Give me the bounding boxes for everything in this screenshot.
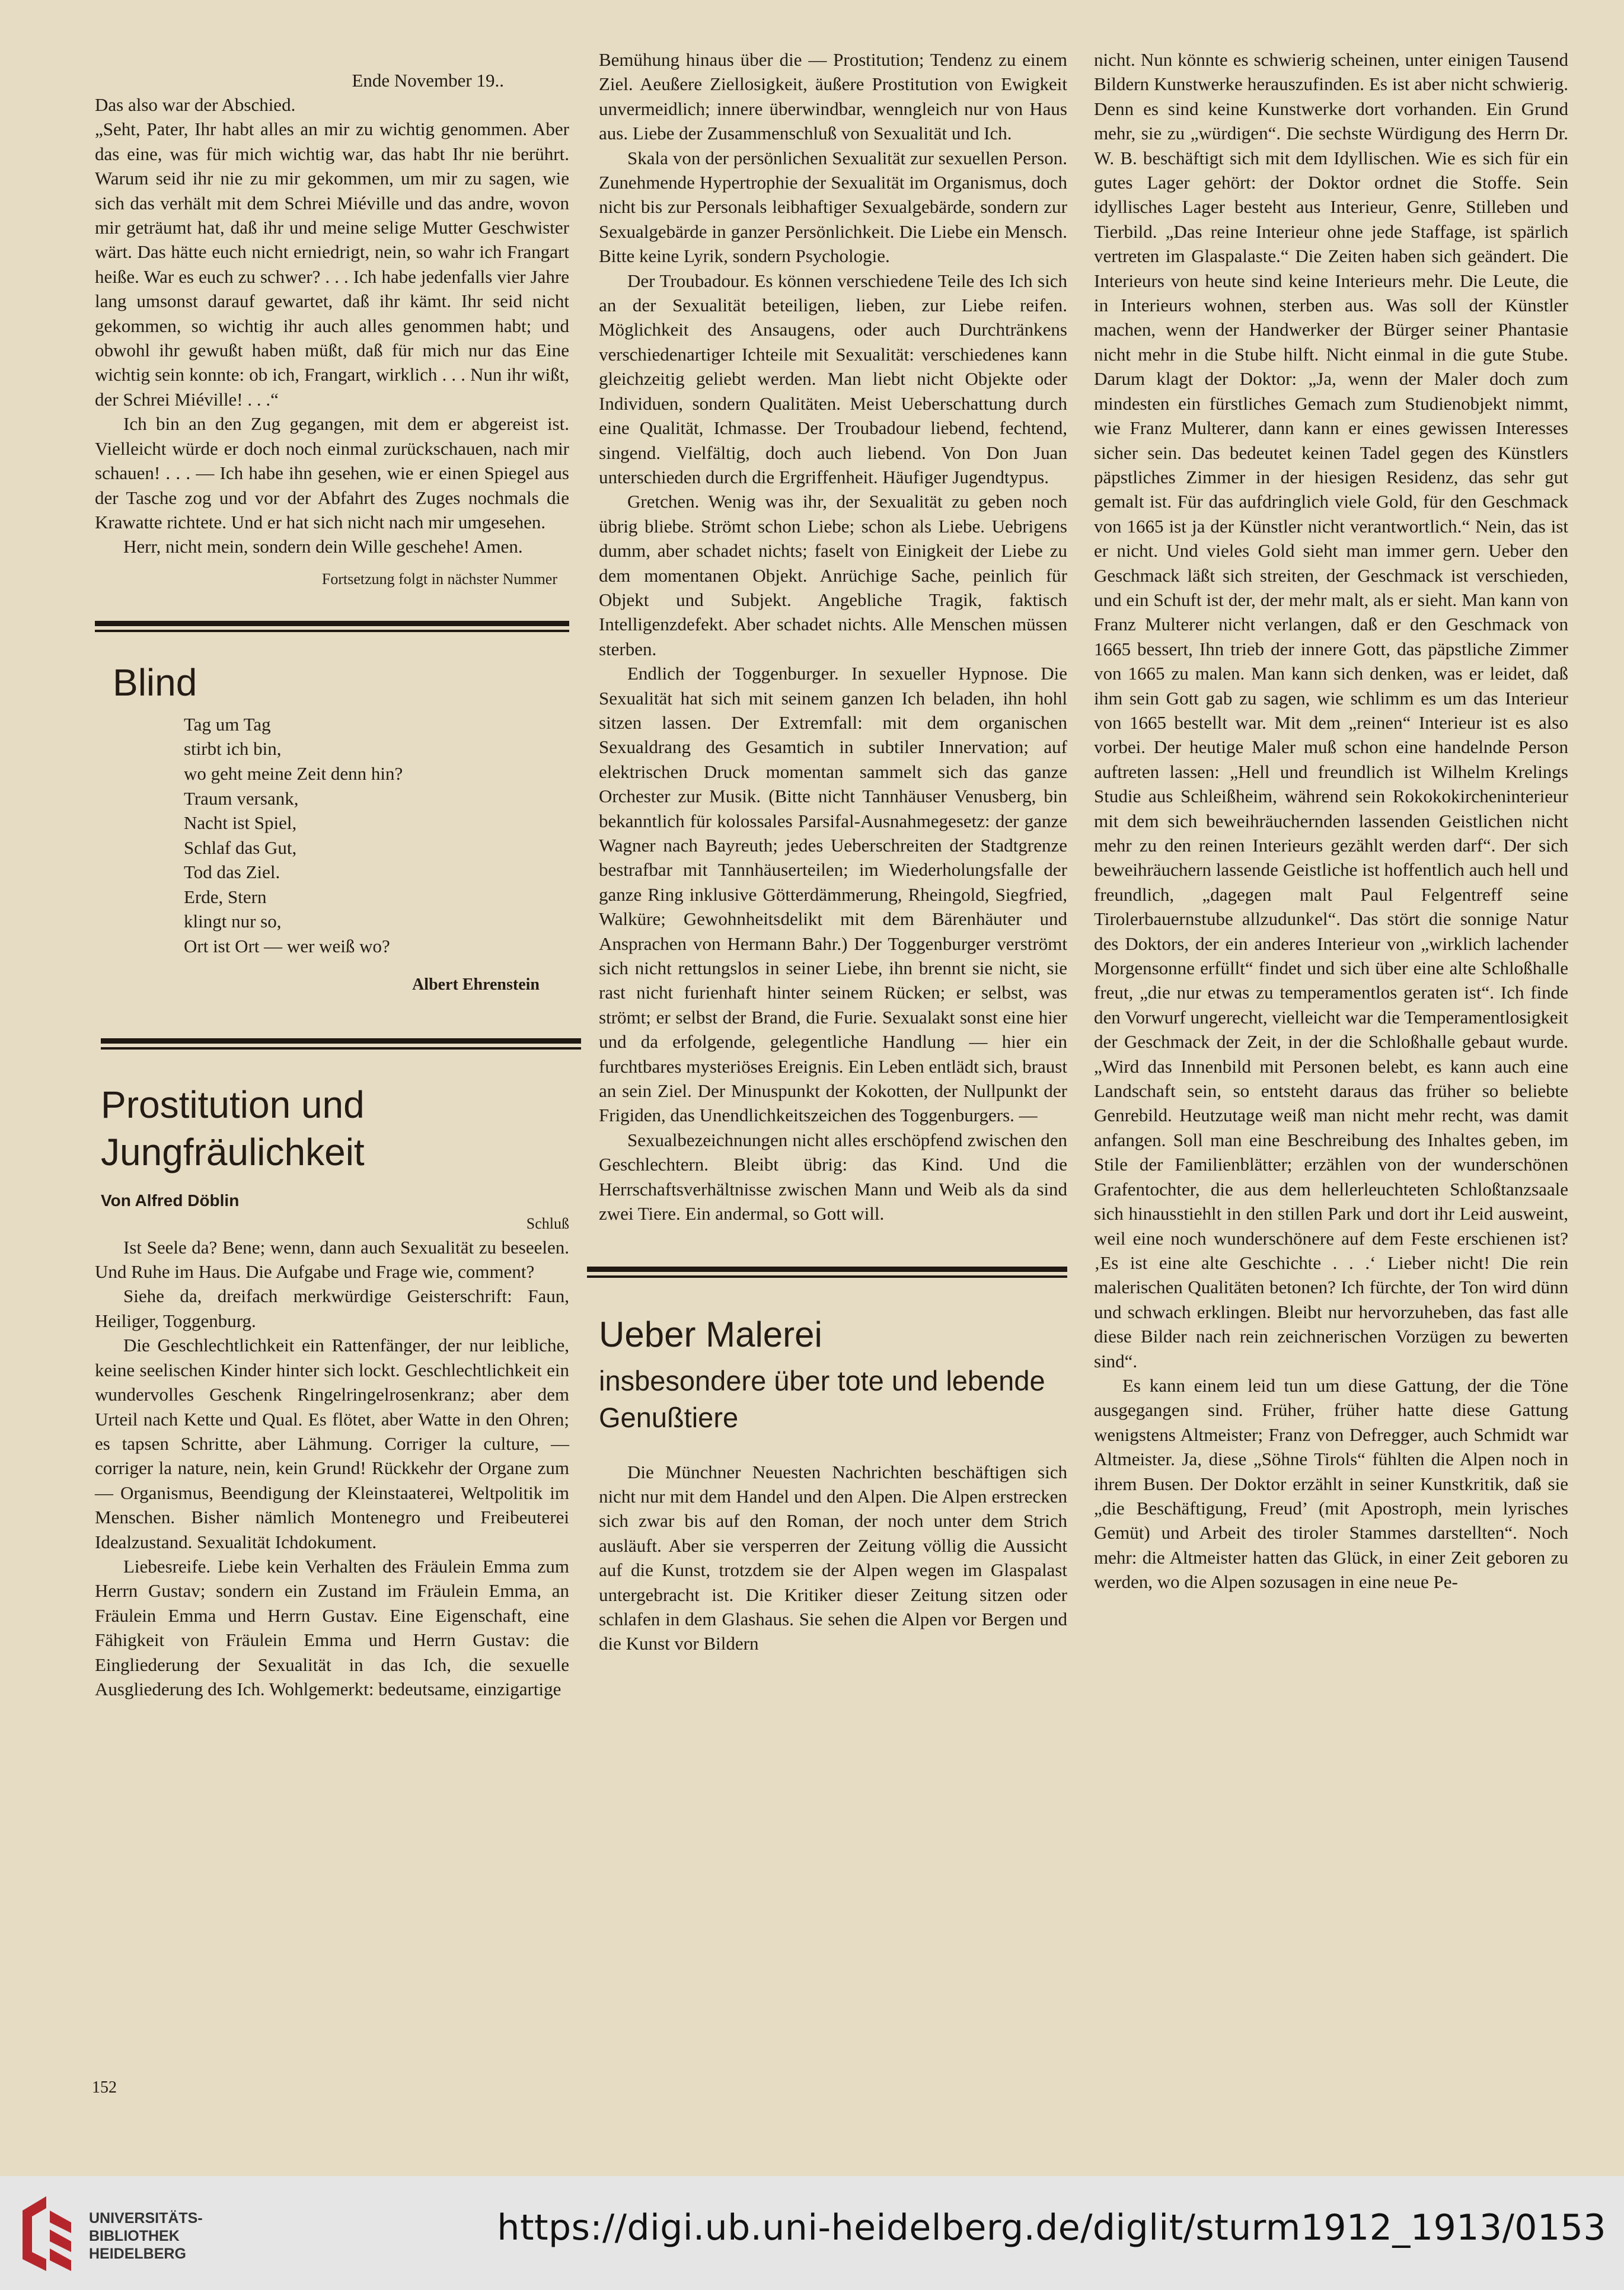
poem-line: stirbt ich bin, [184, 738, 282, 760]
article-paragraph: Gretchen. Wenig was ihr, der Sexualität zu geben noch übrig bliebe. Strömt schon Liebe; schon als Liebe. Uebrigens dumm, aber schadet nichts; faselt von Einigkeit der Liebe zu dem momentanen Objekt. Anrüchige Sache, peinlich für Objekt und Subjekt. Angebliche Tragik, faktisch Intelligenzdefekt. Aber schadet nichts. Alle Menschen müssen sterben. [599, 491, 1067, 659]
poem-author: Albert Ehrenstein [412, 975, 540, 994]
article-paragraph: Skala von der persönlichen Sexualität zur sexuellen Person. Zunehmende Hypertrophie der Sexualität im Organismus, doch nicht bis zur Personals leibhaftiger Sexualgebärde, sondern zur Sexualgebärde in ganzer Persönlichkeit. Die Liebe ein Mensch. Bitte keine Lyrik, sondern Psychologie. [599, 147, 1067, 267]
dateline: Ende November 19.. [352, 70, 504, 91]
story-paragraph: „Seht, Pater, Ihr habt alles an mir zu wichtig genommen. Aber das eine, was für mich wichtig war, das habt Ihr nie berührt. Warum seid ihr nie zu mir gekommen, um mir zu sagen, wie sich das verhält mit dem Schrei Miéville und das andre, wovon mir geträumt hat, daß ihr und meine selige Mutter Geschwister wärt. Das hätte euch nicht erniedrigt, nein, so wahr ich Frangart heiße. War es euch zu schwer? . . . Ich habe jedenfalls vier Jahre lang umsonst darauf gewartet, daß ihr kämt. Ihr seid nicht gekommen, so wichtig ihr auch alles genommen habt; und obwohl ihr gewußt haben müßt, daß für mich nur das Eine wichtig sein konnte: ob ich, Frangart, wirklich . . . Nun ihr wißt, der Schrei Miéville! . . .“ [95, 119, 569, 410]
column-2 [599, 47, 1067, 1656]
article-byline: Von Alfred Döblin [101, 1191, 240, 1210]
poem-line: klingt nur so, [184, 911, 282, 932]
poem-line: wo geht meine Zeit denn hin? [184, 763, 403, 784]
section-divider [95, 620, 569, 635]
poem-line: Tod das Ziel. [184, 862, 280, 883]
story-continuation [95, 93, 569, 559]
poem-line: Nacht ist Spiel, [184, 812, 297, 834]
continued-note: Fortsetzung folgt in nächster Nummer [321, 570, 557, 588]
library-name [89, 2209, 203, 2263]
story-paragraph: Herr, nicht mein, sondern dein Wille geschehe! Amen. [123, 536, 523, 557]
maler-title: Ueber Malerei [599, 1314, 822, 1354]
poem-line: Ort ist Ort — wer weiß wo? [184, 936, 390, 957]
article-paragraph: Es kann einem leid tun um diese Gattung, der die Töne ausgegangen sind. Früher, früher hatte diese Gattung wenigstens Altmeister; Franz von Defregger, auch Schmidt war Altmeister. Ja, diese „Söhne Tirols“ fühlten die Alpen noch in ihrem Busen. Der Doktor erzählt in seiner Kunstkritik, daß sie „die Beschäftigung, Freud’ (mit Apostroph, mein lyrisches Gemüt) und Arbeit des tiroler Stammes darstellten“. Noch mehr: die Altmeister hatten das Glück, in einer Zeit geboren zu werden, wo die Alpen sozusagen in eine neue Pe- [1094, 1374, 1568, 1593]
library-name-line: BIBLIOTHEK [89, 2228, 180, 2244]
article-paragraph: Endlich der Toggenburger. In sexueller Hypnose. Die Sexualität hat sich mit seinem ganzen Ich beladen, ihn hohl sitzen lassen. Der Extremfall: mit dem organischen Sexualdrang des Gesamtich in subtiler Innervation; auf elektrischen Druck momentan sammelt sich das ganze Orchester zur Musik. (Bitte nicht Tannhäuser Venusberg, bin bekanntlich für kolossales Parsifal-Ausnahmegesetz: der ganze Wagner nach Bayreuth; jedes Ueberschreiten der Stadtgrenze bestrafbar mit Tannhäuserteilen; im Wiederholungsfalle der ganze Ring inklusive Götterdämmerung, Rheingold, Siegfried, Walküre; Gewohnheitsdelikt mit dem Bärenhäuter und Ansprachen von Hermann Bahr.) Der Toggenburger verströmt sich nicht rettungslos in seiner Liebe, ihn brennt sie nicht, sie rast nicht furienhaft hinter seinem Rücken; er selbst, was strömt; er selbst der Brand, die Furie. Sexualakt sonst eine hier und da erfolgende, gelegentliche Handlung — hier ein furchtbares mysteriöses Ereignis. Ein Leben entlädt sich, braust an sein Ziel. Der Minuspunkt der Kokotten, der Nullpunkt der Frigiden, das Unendlichkeitszeichen des Toggenburgers. — [599, 663, 1067, 1126]
library-name-line: UNIVERSITÄTS- [89, 2210, 203, 2227]
column-3 [1094, 47, 1568, 1594]
article-continuation [599, 47, 1067, 1226]
maler-subtitle: insbesondere über tote und lebende Genußtiere [599, 1364, 1045, 1433]
section-divider [101, 1037, 581, 1052]
article-paragraph: Siehe da, dreifach merkwürdige Geisterschrift: Faun, Heiliger, Toggenburg. [95, 1286, 569, 1331]
viewer-footer [0, 2176, 1624, 2290]
permalink-url[interactable]: https://digi.ub.uni-heidelberg.de/diglit/sturm1912_1913/0153 [497, 2207, 1606, 2248]
article-paragraph: Die Geschlechtlichkeit ein Rattenfänger, der nur leibliche, keine seelischen Kinder hinter sich lockt. Geschlechtlichkeit ein wundervolles Geschenk Ringelringelrosenkranz; aber dem Urteil nach Kette und Qual. Es flötet, aber Watte in den Ohren; es tapsen Schritte, aber Lähmung. Corriger la culture, — corriger la nature, nein, kein Grund! Rückkehr der Organe zum — Organismus, Beendigung der Kleinstaaterei, Weltpolitik im Menschen. Bisher nämlich Montenegro und Freibeuterei Idealzustand. Sexualität Ichdokument. [95, 1335, 569, 1552]
column-1 [95, 68, 569, 1701]
article-paragraph: Bemühung hinaus über die — Prostitution; Tendenz zu einem Ziel. Aeußere Ziellosigkeit, äußere Prostitution von Ewigkeit unvermeidlich; innere überwindbar, wenngleich nur von Haus aus. Liebe der Zusammenschluß von Sexualität und Ich. [599, 49, 1067, 144]
story-paragraph: Ich bin an den Zug gegangen, mit dem er abgereist ist. Vielleicht würde er doch noch einmal zurückschauen, nach mir schauen! . . . — Ich habe ihn gesehen, wie er einen Spiegel aus der Tasche zog und vor der Abfahrt des Zuges nochmals die Krawatte richtete. Und er hat sich nicht nach mir umgesehen. [95, 413, 569, 532]
poem-line: Traum versank, [184, 787, 299, 809]
article-paragraph: Ist Seele da? Bene; wenn, dann auch Sexualität zu beseelen. Und Ruhe im Haus. Die Aufgabe und Frage wie, comment? [95, 1236, 569, 1283]
section-divider [587, 1265, 1067, 1281]
article-body [95, 1235, 569, 1702]
article-paragraph: Der Troubadour. Es können verschiedene Teile des Ich sich an der Sexualität beteiligen, lieben, zur Liebe reifen. Möglichkeit des Ansaugens, oder auch Durchtränkens verschiedenartiger Ichteile mit Sexualität: verschiedenes kann gleichzeitig geliebt werden. Man liebt nicht Objekte oder Individuen, sondern Qualitäten. Meist Ueberschattung durch eine Qualität, Ichmasse. Der Troubadour liebend, fechtend, singend. Vielfältig, doch auch liebend. Von Don Juan unterschieden durch die Ergriffenheit. Häufiger Jugendtypus. [599, 270, 1067, 487]
page-number: 152 [92, 2078, 117, 2097]
library-logo-icon [17, 2193, 77, 2275]
article-title: Prostitution und Jungfräulichkeit [101, 1083, 365, 1173]
poem [184, 712, 569, 959]
story-paragraph: Das also war der Abschied. [95, 94, 296, 115]
poem-line: Erde, Stern [184, 886, 267, 907]
article-paragraph: Sexualbezeichnungen nicht alles erschöpfend zwischen den Geschlechtern. Bleibt übrig: das Kind. Und die Herrschaftsverhältnisse zwischen Mann und Weib als da sind zwei Tiere. Ein andermal, so Gott will. [599, 1129, 1067, 1224]
article-paragraph: nicht. Nun könnte es schwierig scheinen, unter einigen Tausend Bildern Kunstwerke herauszufinden. Es ist aber nicht schwierig. Denn es sind keine Kunstwerke dort vorhanden. Ein Grund mehr, sie zu „würdigen“. Die sechste Würdigung des Herrn Dr. W. B. beschäftigt sich mit dem Idyllischen. Wie es sich für ein gutes Lager gehört: der Doktor ordnet die Stoffe. Sein idyllisches Lager besteht aus Interieur, Genre, Stilleben und Tierbild. „Das reine Interieur ohne jede Staffage, ist spärlich vertreten im Glaspalaste.“ Die Zeiten haben sich geändert. Die Interieurs von heute sind keine Interieurs mehr. Die Leute, die in Interieurs wohnen, sterben aus. Was soll der Künstler machen, wenn der Handwerker der Bürger seiner Phantasie nicht mehr in die Stube hilft. Nicht einmal in die gute Stube. Darum klagt der Doktor: „Ja, wenn der Maler doch zum mindesten ein fürstliches Gemach zum Studienobjekt nimmt, wie Franz Multerer, dann kann er eines gewissen Interesses sicher sein. Das bedeutet keinen Tadel gegen des Künstlers päpstliches Zimmer in der hiesigen Residenz, das sehr gut gemalt ist. Für das aufdringlich viele Gold, für den Geschmack von 1665 ist ja der Künstler nicht verantwortlich.“ Nein, das ist er nicht. Und vieles Gold sieht man immer gern. Ueber den Geschmack läßt sich streiten, der Geschmack ist verschieden, und ein Schuft ist der, der mehr malt, als er sieht. Man kann von Franz Multerer nicht verlangen, daß er den Geschmack von 1665 bessert, Ihn trieb der innere Gott, das päpstliche Zimmer von 1665 zu malen. Man kann sich denken, was er leidet, daß ihm sein Gott gab zu sagen, wie schlimm es um das Interieur von 1665 bestellt war. Mit dem „reinen“ Interieur ist es also vorbei. Der heutige Maler muß schon eine handelnde Person auftreten lassen: „Hell und freundlich ist Wilhelm Krelings Studie aus Schleißheim, während sein Rokokokircheninterieur mit dem sich beweihräuchernden lassenden Geistlichen nicht mehr zu den reinen Interieurs gezählt werden darf“. Der sich beweihräuchern lassende Geistliche ist hoffentlich auch hell und freundlich, „dagegen malt Paul Felgentreff seine Tirolerbauernstube allzudunkel“. Das stört die sonnige Natur des Doktors, der ein anderes Interieur von „wirklich lachender Morgensonne erfüllt“ findet und sich über eine alte Schloßhalle freut, „die nur etwas zu temperamentlos geraten ist“. Ich finde den Vorwurf ungerecht, vielleicht war die Temperamentlosigkeit der Geschmack der Zeit, in der die Schloßhalle gebaut wurde. „Wird das Innenbild mit Personen belebt, es kann auch eine Landschaft sein, so entsteht daraus das früher so beliebte Genrebild. Heutzutage weiß man nicht mehr recht, was damit anfangen. Soll man eine Beschreibung des Inhaltes geben, im Stile der Familienblätter; erzählen von der wunderschönen Grafentochter, die aus dem hellerleuchteten Schloßtanzsaale sich hinausstiehlt in den stillen Park und dort ihr Leid ausweint, weil eine noch wunderschönere auf dem Feste erschienen ist? ‚Es ist eine alte Geschichte . . .‘ Lieber nicht! Die rein malerischen Qualitäten betonen? Ich fürchte, der Ton wird dünn und schwach erklingen. Bleibt nur hervorzuheben, das fast alle diese Bilder nach rein zeichnerischen Vorzügen zu bewerten sind“. [1094, 49, 1568, 1372]
poem-line: Schlaf das Gut, [184, 837, 297, 858]
article-conclusion-label: Schluß [526, 1214, 569, 1232]
article-paragraph: Liebesreife. Liebe kein Verhalten des Fräulein Emma zum Herrn Gustav; sondern ein Zustand im Fräulein Emma, an Fräulein Emma und Herrn Gustav. Eine Eigenschaft, eine Fähigkeit von Fräulein Emma und Herrn Gustav: die Eingliederung der Sexualität in das Ich, die sexuelle Ausgliederung des Ich. Wohlgemerkt: bedeutsame, einzigartige [95, 1555, 569, 1699]
poem-line: Tag um Tag [184, 713, 271, 735]
poem-title: Blind [113, 661, 197, 704]
library-logo[interactable] [17, 2193, 203, 2276]
article-paragraph: Die Münchner Neuesten Nachrichten beschäftigen sich nicht nur mit dem Handel und den Alpen. Die Alpen erstrecken sich zwar bis auf den Roman, der noch unter dem Strich ausläuft. Aber sie versperren der Zeitung völlig die Aussicht auf die Kunst, trotzdem sie der Alpen wegen im Glaspalast untergebracht ist. Die Kritiker dieser Zeitung sitzen oder schlafen in dem Glashaus. Sie sehen die Alpen vor Bergen und die Kunst vor Bildern [599, 1461, 1067, 1654]
library-name-line: HEIDELBERG [89, 2246, 186, 2262]
